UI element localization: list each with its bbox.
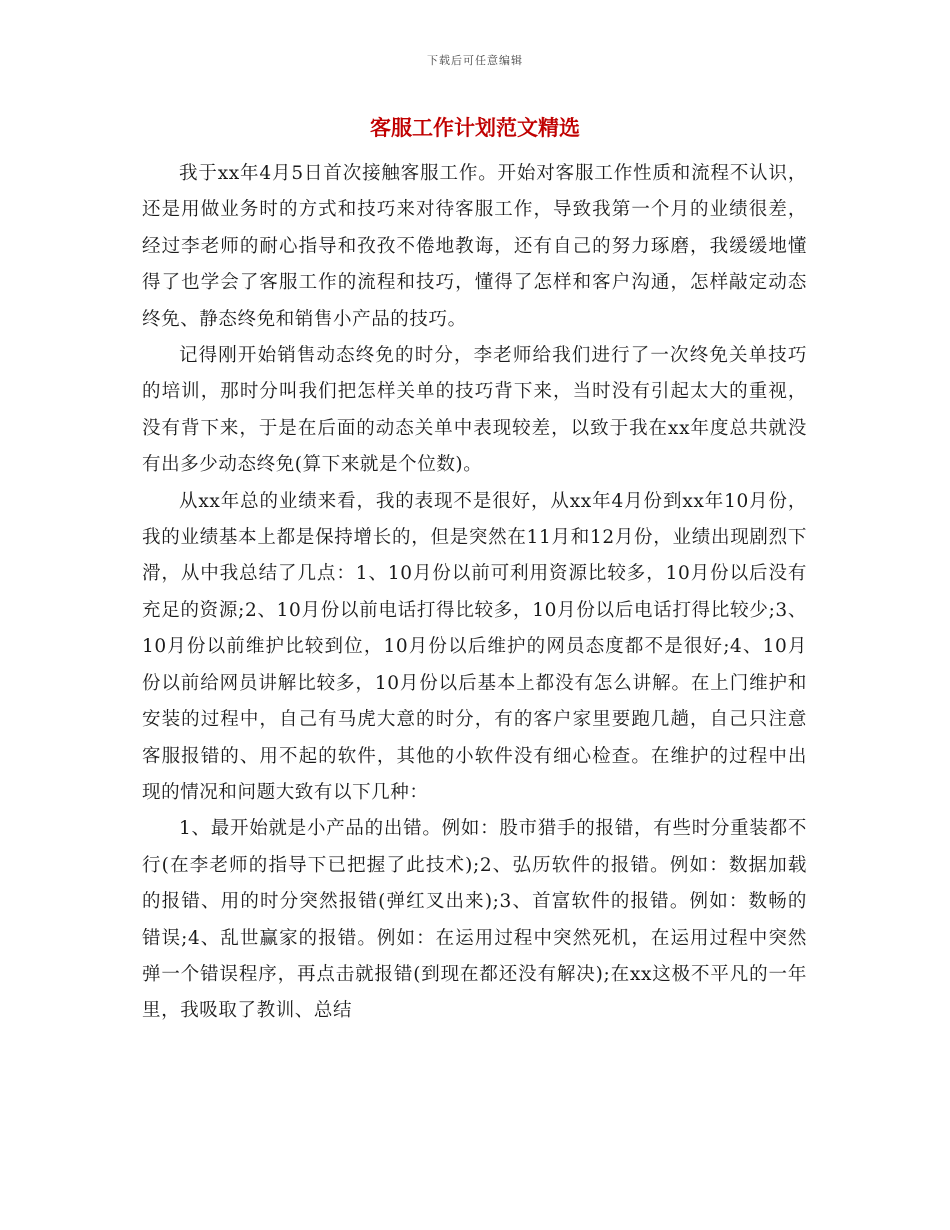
document-body — [142, 156, 807, 1030]
paragraph-2: 记得刚开始销售动态终免的时分，李老师给我们进行了一次终免关单技巧的培训，那时分叫我们把怎样关单的技巧背下来，当时没有引起太大的重视，没有背下来，于是在后面的动态关单中表现较差，以致于我在xx年度总共就没有出多少动态终免(算下来就是个位数)。 — [142, 345, 807, 476]
document-title: 客服工作计划范文精选 — [370, 115, 580, 140]
paragraph-1: 我于xx年4月5日首次接触客服工作。开始对客服工作性质和流程不认识，还是用做业务时的方式和技巧来对待客服工作，导致我第一个月的业绩很差，经过李老师的耐心指导和孜孜不倦地教诲，还有自己的努力琢磨，我缓缓地懂得了也学会了客服工作的流程和技巧，懂得了怎样和客户沟通，怎样敲定动态终免、静态终免和销售小产品的技巧。 — [142, 163, 807, 330]
header-note: 下载后可任意编辑 — [427, 54, 523, 67]
paragraph-3: 从xx年总的业绩来看，我的表现不是很好，从xx年4月份到xx年10月份，我的业绩基本上都是保持增长的，但是突然在11月和12月份，业绩出现剧烈下滑，从中我总结了几点：1、10月份以前可利用资源比较多，10月份以后没有充足的资源;2、10月份以前电话打得比较多，10月份以后电话打得比较少;3、10月份以前维护比较到位，10月份以后维护的网员态度都不是很好;4、10月份以前给网员讲解比较多，10月份以后基本上都没有怎么讲解。在上门维护和安装的过程中，自己有马虎大意的时分，有的客户家里要跑几趟，自己只注意客服报错的、用不起的软件，其他的小软件没有细心检查。在维护的过程中出现的情况和问题大致有以下几种： — [142, 490, 807, 803]
paragraph-4: 1、最开始就是小产品的出错。例如：股市猎手的报错，有些时分重装都不行(在李老师的指导下已把握了此技术);2、弘历软件的报错。例如：数据加载的报错、用的时分突然报错(弹红叉出来);3、首富软件的报错。例如：数畅的错误;4、乱世赢家的报错。例如：在运用过程中突然死机，在运用过程中突然弹一个错误程序，再点击就报错(到现在都还没有解决);在xx这极不平凡的一年里，我吸取了教训、总结 — [142, 818, 807, 1022]
